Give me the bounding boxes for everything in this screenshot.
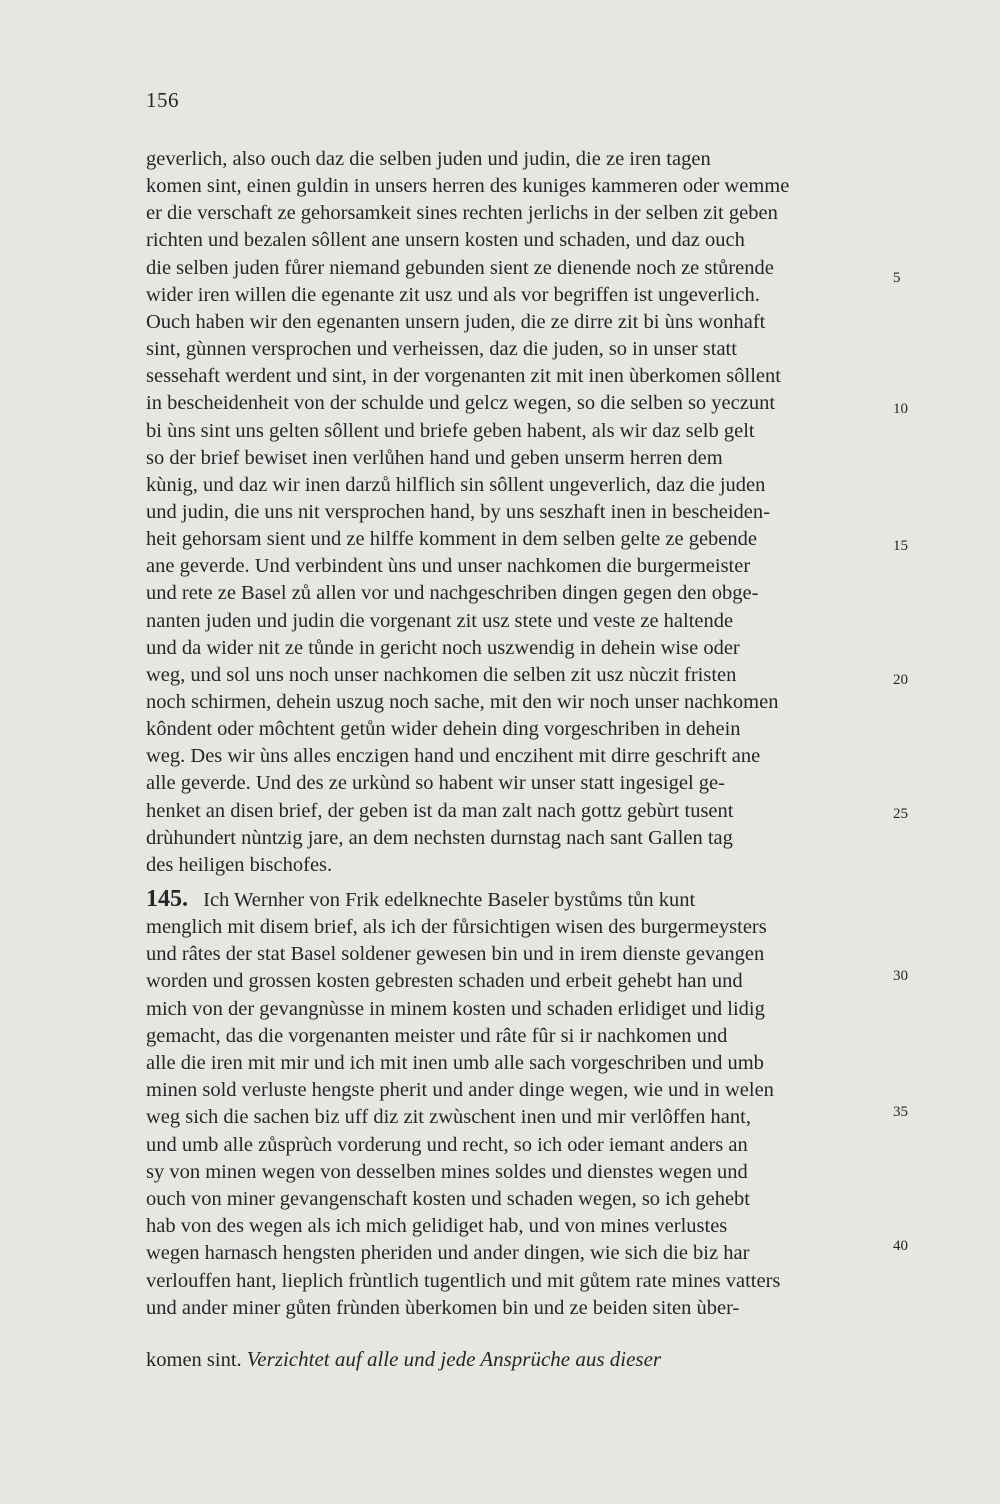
text-line: menglich mit disem brief, als ich der fůrsichtigen wisen des burgermeysters — [146, 916, 767, 938]
text-line: drùhundert nùntzig jare, an dem nechsten durnstag nach sant Gallen tag — [146, 826, 733, 849]
text-line: und ander miner gůten frùnden ùberkomen bin und ze beiden siten ùber- — [146, 1296, 740, 1319]
section-first-line-text: Ich Wernher von Frik edelknechte Baseler bystůms tůn kunt — [203, 889, 696, 911]
text-line: nanten juden und judin die vorgenant zit usz stete und veste ze haltende — [146, 609, 734, 632]
text-line: und râtes der stat Basel soldener gewesen bin und in irem dienste gevangen — [146, 943, 765, 966]
text-line: weg sich die sachen biz uff diz zit zwùschent inen und mir verlôffen hant, — [146, 1106, 751, 1129]
margin-line-number: 5 — [893, 270, 901, 286]
text-line: richten und bezalen sôllent ane unsern kosten und schaden, und daz ouch — [146, 229, 745, 252]
text-line: Ouch haben wir den egenanten unsern juden, die ze dirre zit bi ùns wonhaft — [146, 310, 766, 333]
text-line: sy von minen wegen von desselben mines soldes und dienstes wegen und — [146, 1160, 748, 1183]
text-line: heit gehorsam sient und ze hilffe komment in dem selben gelte ze gebende — [146, 528, 758, 551]
text-line: und umb alle zůsprùch vorderung und recht, so ich oder iemant anders an — [146, 1133, 748, 1156]
text-line: bi ùns sint uns gelten sôllent und briefe geben habent, als wir daz selb gelt — [146, 419, 755, 442]
text-line: so der brief bewiset inen verlůhen hand und geben unserm herren dem — [146, 446, 723, 469]
text-line: wider iren willen die egenante zit usz und als vor begriffen ist ungeverlich. — [146, 283, 760, 306]
margin-line-number: 15 — [893, 538, 908, 554]
editorial-note: Verzichtet auf alle und jede Ansprüche aus dieser — [246, 1347, 662, 1371]
margin-line-number: 25 — [893, 806, 908, 822]
text-line: kôndent oder môchtent getůn wider dehein ding vorgeschriben in dehein — [146, 718, 741, 741]
text-line: ouch von miner gevangenschaft kosten und schaden wegen, so ich gehebt — [146, 1188, 750, 1210]
text-line: und rete ze Basel zů allen vor und nachgeschriben dingen gegen den obge- — [146, 582, 759, 605]
margin-line-number: 20 — [893, 672, 908, 688]
text-line: weg, und sol uns noch unser nachkomen die selben zit usz nùczit fristen — [146, 663, 737, 686]
section-number: 145. — [146, 886, 188, 912]
text-line: und judin, die uns nit versprochen hand, by uns seszhaft inen in bescheiden- — [146, 500, 770, 523]
text-line: in bescheidenheit von der schulde und gelcz wegen, so die selben so yeczunt — [146, 392, 776, 415]
text-line: verlouffen hant, lieplich frùntlich tugentlich und mit gůtem rate mines vatters — [146, 1269, 781, 1292]
section-last-line — [146, 1346, 882, 1373]
text-line: des heiligen bischofes. — [146, 853, 333, 876]
text-line: komen sint, einen guldin in unsers herren des kuniges kammeren oder wemme — [146, 175, 790, 198]
text-line: und da wider nit ze tůnde in gericht noch uszwendig in dehein wise oder — [146, 636, 740, 659]
text-line: wegen harnasch hengsten pheriden und ander dingen, wie sich die biz har — [146, 1242, 750, 1265]
text-line: die selben juden fůrer niemand gebunden sient ze dienende noch ze stůrende — [146, 256, 774, 279]
text-line: alle die iren mit mir und ich mit inen umb alle sach vorgeschriben und umb — [146, 1052, 764, 1074]
text-line: alle geverde. Und des ze urkùnd so habent wir unser statt ingesigel ge- — [146, 772, 725, 795]
text-line: noch schirmen, dehein uszug noch sache, mit den wir noch unser nachkomen — [146, 691, 779, 713]
margin-line-number: 10 — [893, 401, 908, 417]
text-line: henket an disen brief, der geben ist da man zalt nach gottz gebùrt tusent — [146, 799, 734, 822]
text-line: minen sold verluste hengste pherit und ander dinge wegen, wie und in welen — [146, 1079, 774, 1102]
text-line: gemacht, das die vorgenanten meister und râte fûr si ir nachkomen und — [146, 1024, 728, 1047]
text-line: er die verschaft ze gehorsamkeit sines rechten jerlichs in der selben zit geben — [146, 202, 778, 225]
page-number: 156 — [146, 88, 179, 112]
last-line-text: komen sint. — [146, 1349, 242, 1371]
margin-line-number: 35 — [893, 1104, 908, 1120]
text-line: hab von des wegen als ich mich gelidiget hab, und von mines verlustes — [146, 1215, 728, 1238]
text-line: mich von der gevangnùsse in minem kosten und schaden erlidiget und lidig — [146, 997, 765, 1020]
margin-line-number: 30 — [893, 968, 908, 984]
text-line: sint, gùnnen versprochen und verheissen, daz die juden, so in unser statt — [146, 338, 737, 361]
margin-line-number: 40 — [893, 1238, 908, 1254]
text-line: worden und grossen kosten gebresten schaden und erbeit gehebt han und — [146, 970, 743, 993]
text-line: ane geverde. Und verbindent ùns und unser nachkomen die burgermeister — [146, 555, 751, 578]
text-line: geverlich, also ouch daz die selben juden und judin, die ze iren tagen — [146, 148, 711, 170]
section-145-first-line — [146, 886, 882, 913]
text-line: sessehaft werdent und sint, in der vorgenanten zit mit inen ùberkomen sôllent — [146, 365, 781, 388]
text-line: kùnig, und daz wir inen darzů hilflich sin sôllent ungeverlich, daz die juden — [146, 473, 766, 496]
text-line: weg. Des wir ùns alles enczigen hand und enczihent mit dirre geschrift ane — [146, 745, 761, 768]
